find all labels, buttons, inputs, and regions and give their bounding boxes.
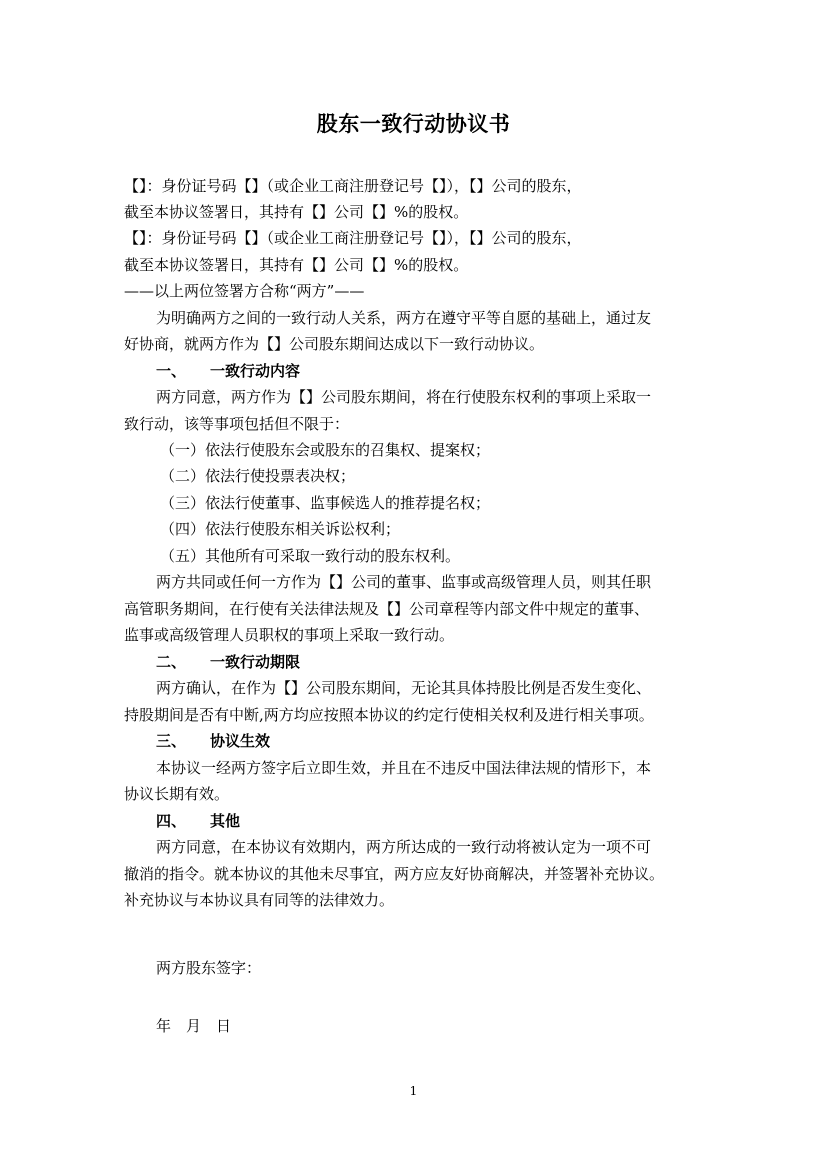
- list-item: （三）依法行使董事、监事候选人的推荐提名权；: [160, 494, 491, 512]
- section1-p2-line1: 两方共同或任何一方作为【】公司的董事、监事或高级管理人员，则其任职: [156, 573, 652, 591]
- section3-line2: 协议长期有效。: [124, 785, 230, 803]
- signature-label: 两方股东签字：: [156, 959, 262, 977]
- section4-number: 四、: [156, 812, 187, 830]
- list-item: （五）其他所有可采取一致行动的股东权利。: [160, 547, 461, 565]
- party2-line1: 【】：身份证号码【】（或企业工商注册登记号【】），【】公司的股东，: [124, 229, 582, 247]
- document-title: 股东一致行动协议书: [316, 111, 511, 136]
- section1-p2-line3: 监事或高级管理人员职权的事项上采取一致行动。: [124, 626, 455, 644]
- section4-line3: 补充协议与本协议具有同等的法律效力。: [124, 891, 395, 909]
- section4-title: 其他: [210, 812, 241, 830]
- section1-p2-line2: 高管职务期间，在行使有关法律法规及【】公司章程等内部文件中规定的董事、: [124, 600, 650, 618]
- section1-heading: [156, 359, 300, 383]
- section3-heading: [156, 729, 270, 753]
- list-item: （二）依法行使投票表决权；: [160, 467, 356, 485]
- both-parties-line: ——以上两位签署方合称“两方”——: [124, 282, 365, 300]
- section2-line2: 持股期间是否有中断,两方均应按照本协议的约定行使相关权利及进行相关事项。: [124, 706, 654, 724]
- party1-line2: 截至本协议签署日，其持有【】公司【】%的股权。: [124, 203, 469, 221]
- intro-line1: 为明确两方之间的一致行动人关系，两方在遵守平等自愿的基础上，通过友: [156, 309, 652, 327]
- section3-title: 协议生效: [210, 732, 271, 750]
- section2-title: 一致行动期限: [210, 653, 301, 671]
- section1-number: 一、: [156, 362, 187, 380]
- list-item: （四）依法行使股东相关诉讼权利；: [160, 520, 401, 538]
- section3-line1: 本协议一经两方签字后立即生效，并且在不违反中国法律法规的情形下，本: [156, 759, 652, 777]
- section3-number: 三、: [156, 732, 187, 750]
- intro-line2: 好协商，就两方作为【】公司股东期间达成以下一致行动协议。: [124, 335, 545, 353]
- section2-number: 二、: [156, 653, 187, 671]
- section2-heading: [156, 650, 300, 674]
- section4-heading: [156, 809, 240, 833]
- section4-line1: 两方同意，在本协议有效期内，两方所达成的一致行动将被认定为一项不可: [156, 838, 652, 856]
- section1-p1-line2: 致行动，该等事项包括但不限于：: [124, 415, 350, 433]
- section1-title: 一致行动内容: [210, 362, 301, 380]
- page-number: 1: [409, 1084, 418, 1098]
- date-label: 年 月 日: [156, 1017, 232, 1035]
- section4-line2: 撤消的指令。就本协议的其他未尽事宜，两方应友好协商解决，并签署补充协议。: [124, 865, 665, 883]
- section1-p1-line1: 两方同意，两方作为【】公司股东期间，将在行使股东权利的事项上采取一: [156, 388, 652, 406]
- party1-line1: 【】：身份证号码【】（或企业工商注册登记号【】），【】公司的股东，: [124, 177, 582, 195]
- list-item: （一）依法行使股东会或股东的召集权、提案权；: [160, 441, 491, 459]
- party2-line2: 截至本协议签署日，其持有【】公司【】%的股权。: [124, 256, 469, 274]
- section2-line1: 两方确认，在作为【】公司股东期间，无论其具体持股比例是否发生变化、: [156, 679, 652, 697]
